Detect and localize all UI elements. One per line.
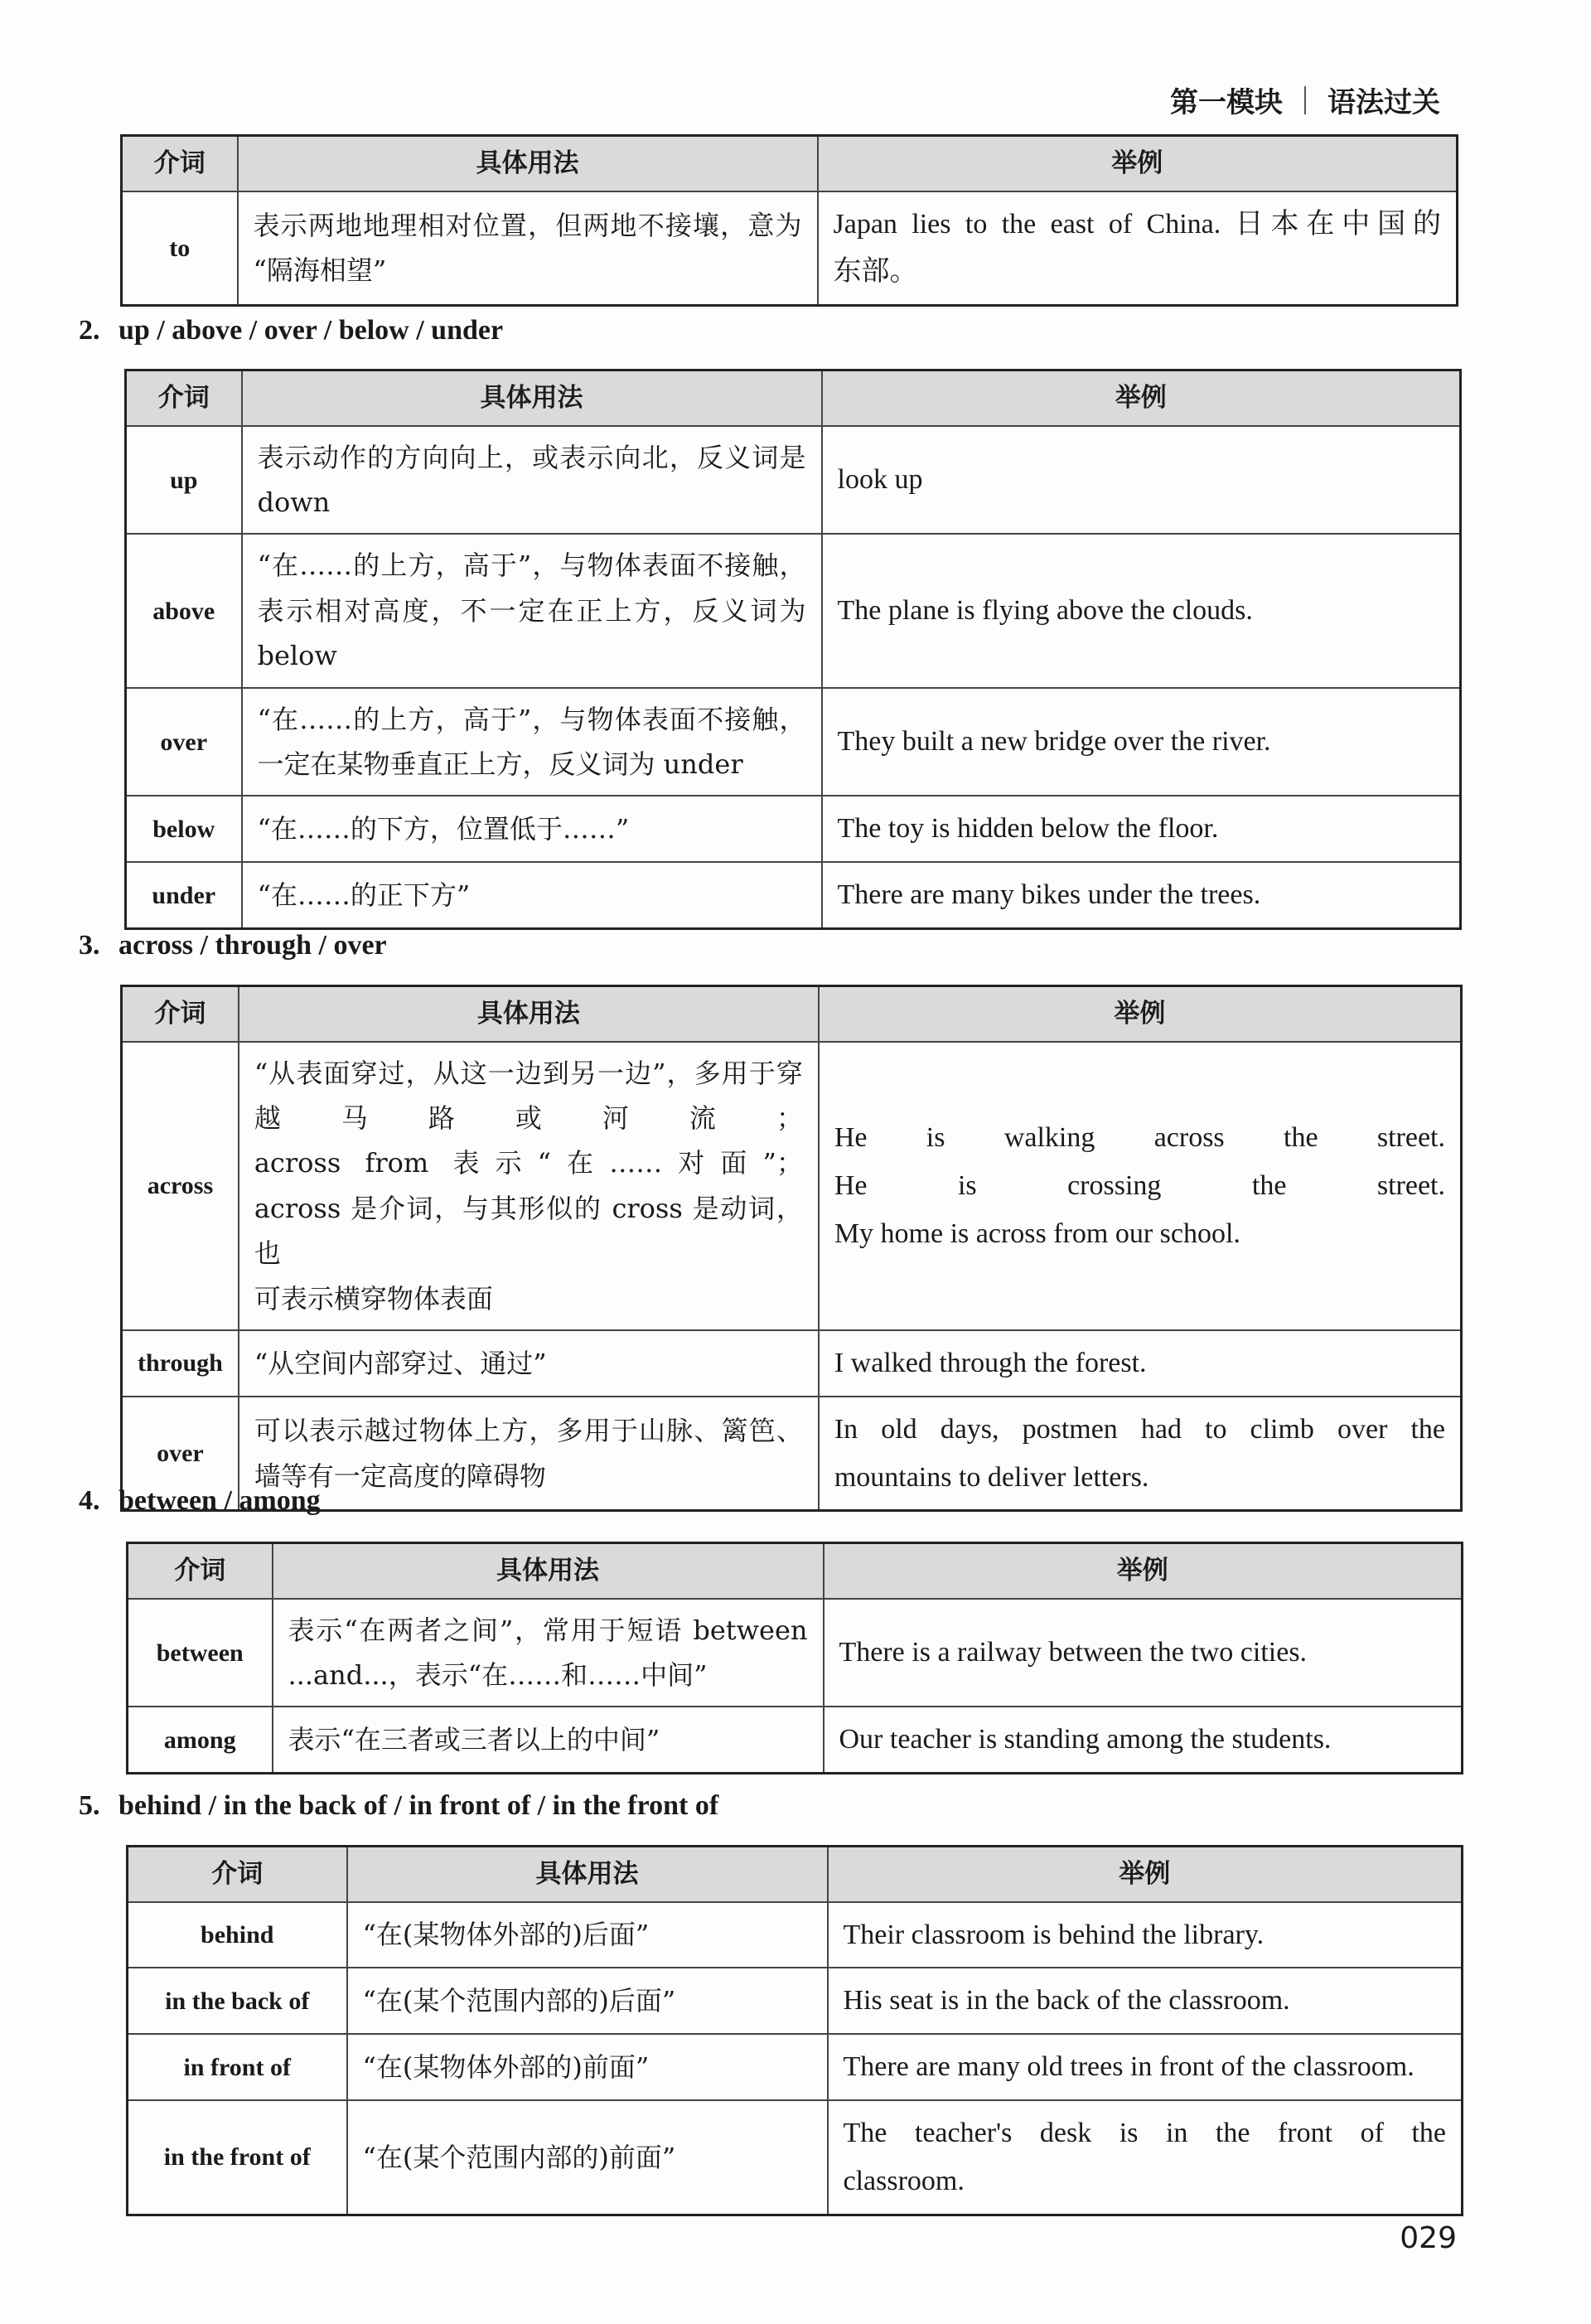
usage-cell <box>242 534 822 687</box>
example-cell <box>819 1330 1462 1397</box>
usage-cell <box>242 862 822 928</box>
usage-line: across 是介词，与其形似的 cross 是动词，也 <box>254 1192 803 1270</box>
example-line: I walked through the forest. <box>834 1348 1147 1379</box>
usage-line: below <box>257 640 337 672</box>
table-row <box>128 2034 1463 2100</box>
preposition-cell: under <box>126 862 242 928</box>
table-header-row <box>128 1543 1463 1599</box>
example-line: There is a railway between the two cities. <box>839 1637 1308 1668</box>
table-row <box>126 534 1461 687</box>
usage-line: 表示两地地理相对位置，但两地不接壤，意为 <box>253 210 802 242</box>
section-4-heading <box>79 1485 321 1517</box>
table-row <box>128 1968 1463 2034</box>
preposition-cell: in front of <box>128 2034 347 2100</box>
usage-line: 越马路或河流； <box>254 1102 803 1135</box>
preposition-cell: among <box>128 1707 273 1773</box>
col-header-usage: 具体用法 <box>238 136 818 191</box>
section-3-heading <box>79 930 387 961</box>
preposition-cell: behind <box>128 1902 347 1968</box>
table-row <box>128 1599 1463 1707</box>
col-header-prep: 介词 <box>122 136 238 191</box>
col-header-example: 举例 <box>819 986 1462 1042</box>
preposition-cell: in the back of <box>128 1968 347 2034</box>
example-line: There are many bikes under the trees. <box>837 879 1261 911</box>
usage-line: “在(某个范围内部的)后面” <box>362 1985 676 2017</box>
table-header-row <box>128 1847 1463 1902</box>
example-line: He is walking across the street. <box>834 1122 1445 1154</box>
page-number: 029 <box>1400 2221 1457 2255</box>
table-across-through-over <box>120 985 1463 1512</box>
section-title: across / through / over <box>118 930 387 961</box>
usage-line: ...and...，表示“在……和……中间” <box>288 1659 708 1692</box>
example-cell <box>822 796 1461 862</box>
usage-cell <box>273 1599 824 1707</box>
example-line: My home is across from our school. <box>834 1218 1240 1249</box>
usage-line: “隔海相望” <box>253 254 387 287</box>
example-cell <box>828 2100 1463 2215</box>
usage-line: “在(某个范围内部的)前面” <box>362 2141 676 2173</box>
preposition-cell: across <box>122 1042 239 1330</box>
example-cell <box>822 426 1461 535</box>
example-cell <box>824 1599 1463 1707</box>
usage-line: “在……的上方，高于”，与物体表面不接触， <box>257 550 806 582</box>
col-header-usage: 具体用法 <box>242 370 822 426</box>
usage-cell <box>239 1330 819 1397</box>
section-title: up / above / over / below / under <box>118 315 504 346</box>
col-header-usage: 具体用法 <box>239 986 819 1042</box>
col-header-example: 举例 <box>828 1847 1463 1902</box>
usage-line: “在……的下方，位置低于……” <box>257 813 630 845</box>
usage-cell <box>347 1902 828 1968</box>
usage-line: 表示动作的方向向上，或表示向北，反义词是 <box>257 441 806 473</box>
module-label: 第一模块 <box>1170 86 1283 119</box>
usage-cell <box>238 191 818 306</box>
usage-cell <box>347 2034 828 2100</box>
usage-line: “在(某物体外部的)后面” <box>362 1919 650 1951</box>
usage-line: 表示相对高度，不一定在正上方，反义词为 <box>257 594 806 627</box>
section-number: 2. <box>79 315 100 346</box>
table-row <box>128 2100 1463 2215</box>
example-cell <box>822 534 1461 687</box>
section-number: 4. <box>79 1485 100 1516</box>
usage-line: down <box>257 487 331 519</box>
table-row <box>126 426 1461 535</box>
usage-line: 墙等有一定高度的障碍物 <box>254 1460 546 1492</box>
usage-cell <box>242 796 822 862</box>
example-line: Our teacher is standing among the students. <box>839 1724 1332 1755</box>
section-title: behind / in the back of / in front of / in the front of <box>118 1790 719 1821</box>
example-line: The plane is flying above the clouds. <box>837 595 1253 627</box>
preposition-cell: over <box>126 688 242 796</box>
table-row <box>122 1330 1462 1397</box>
table-row <box>122 1397 1462 1511</box>
preposition-cell: below <box>126 796 242 862</box>
usage-line: 表示“在三者或三者以上的中间” <box>288 1724 660 1756</box>
col-header-prep: 介词 <box>126 370 242 426</box>
col-header-prep: 介词 <box>122 986 239 1042</box>
table-up-above-over-below-under <box>124 369 1462 930</box>
table-row <box>128 1902 1463 1968</box>
table-row <box>122 191 1458 306</box>
example-cell <box>822 688 1461 796</box>
example-line: There are many old trees in front of the classroom. <box>843 2051 1414 2083</box>
table-to <box>120 134 1458 307</box>
usage-line: 一定在某物垂直正上方，反义词为 under <box>257 748 743 781</box>
section-number: 5. <box>79 1790 100 1821</box>
table-row <box>126 796 1461 862</box>
example-cell <box>819 1042 1462 1330</box>
col-header-usage: 具体用法 <box>347 1847 828 1902</box>
col-header-example: 举例 <box>818 136 1458 191</box>
example-line: Japan lies to the east of China. 日本在中国的 <box>833 208 1441 240</box>
example-cell <box>819 1397 1462 1511</box>
example-line: 东部。 <box>833 256 918 288</box>
usage-line: 可以表示越过物体上方，多用于山脉、篱笆、 <box>254 1415 803 1447</box>
example-line: In old days, postmen had to climb over the <box>834 1413 1445 1445</box>
usage-line: 可表示横穿物体表面 <box>254 1282 493 1315</box>
table-behind-front <box>126 1845 1463 2216</box>
example-line: Their classroom is behind the library. <box>843 1919 1265 1950</box>
col-header-example: 举例 <box>824 1543 1463 1599</box>
usage-cell <box>273 1707 824 1773</box>
example-cell <box>822 862 1461 928</box>
table-row <box>126 862 1461 928</box>
example-line: The toy is hidden below the floor. <box>837 813 1219 845</box>
usage-line: “在……的正下方” <box>257 879 471 911</box>
usage-cell <box>347 1968 828 2034</box>
preposition-cell: in the front of <box>128 2100 347 2215</box>
usage-line: across from 表示“在……对面”； <box>254 1147 803 1179</box>
table-row <box>122 1042 1462 1330</box>
preposition-cell: between <box>128 1599 273 1707</box>
example-line: look up <box>837 464 923 496</box>
col-header-prep: 介词 <box>128 1543 273 1599</box>
col-header-example: 举例 <box>822 370 1461 426</box>
section-label: 语法过关 <box>1327 86 1440 119</box>
usage-cell <box>242 688 822 796</box>
preposition-cell: above <box>126 534 242 687</box>
usage-line: “从空间内部穿过、通过” <box>254 1347 547 1379</box>
col-header-prep: 介词 <box>128 1847 347 1902</box>
page-header <box>1170 80 1440 120</box>
usage-line: “从表面穿过，从这一边到另一边”，多用于穿 <box>254 1057 803 1089</box>
table-row <box>128 1707 1463 1773</box>
example-cell <box>828 1968 1463 2034</box>
example-line: He is crossing the street. <box>834 1169 1445 1201</box>
table-header-row <box>126 370 1461 426</box>
example-cell <box>818 191 1458 306</box>
usage-line: “在……的上方，高于”，与物体表面不接触， <box>257 703 806 735</box>
usage-cell <box>347 2100 828 2215</box>
usage-cell <box>242 426 822 535</box>
preposition-cell: up <box>126 426 242 535</box>
example-line: The teacher's desk is in the front of the <box>843 2118 1446 2149</box>
example-line: His seat is in the back of the classroom. <box>843 1985 1290 2017</box>
preposition-cell: over <box>122 1397 239 1511</box>
table-row <box>126 688 1461 796</box>
section-number: 3. <box>79 930 100 961</box>
usage-cell <box>239 1042 819 1330</box>
usage-cell <box>239 1397 819 1511</box>
table-between-among <box>126 1542 1463 1774</box>
col-header-usage: 具体用法 <box>273 1543 824 1599</box>
table-header-row <box>122 136 1458 191</box>
example-cell <box>828 1902 1463 1968</box>
example-cell <box>824 1707 1463 1773</box>
preposition-cell: to <box>122 191 238 306</box>
example-cell <box>828 2034 1463 2100</box>
section-title: between / among <box>118 1485 321 1516</box>
preposition-cell: through <box>122 1330 239 1397</box>
example-line: They built a new bridge over the river. <box>837 726 1271 758</box>
header-divider <box>1304 86 1306 114</box>
example-line: classroom. <box>843 2165 965 2196</box>
usage-line: “在(某物体外部的)前面” <box>362 2050 650 2083</box>
section-2-heading <box>79 315 503 346</box>
table-header-row <box>122 986 1462 1042</box>
example-line: mountains to deliver letters. <box>834 1461 1149 1493</box>
section-5-heading <box>79 1790 718 1822</box>
usage-line: 表示“在两者之间”，常用于短语 between <box>288 1614 808 1646</box>
